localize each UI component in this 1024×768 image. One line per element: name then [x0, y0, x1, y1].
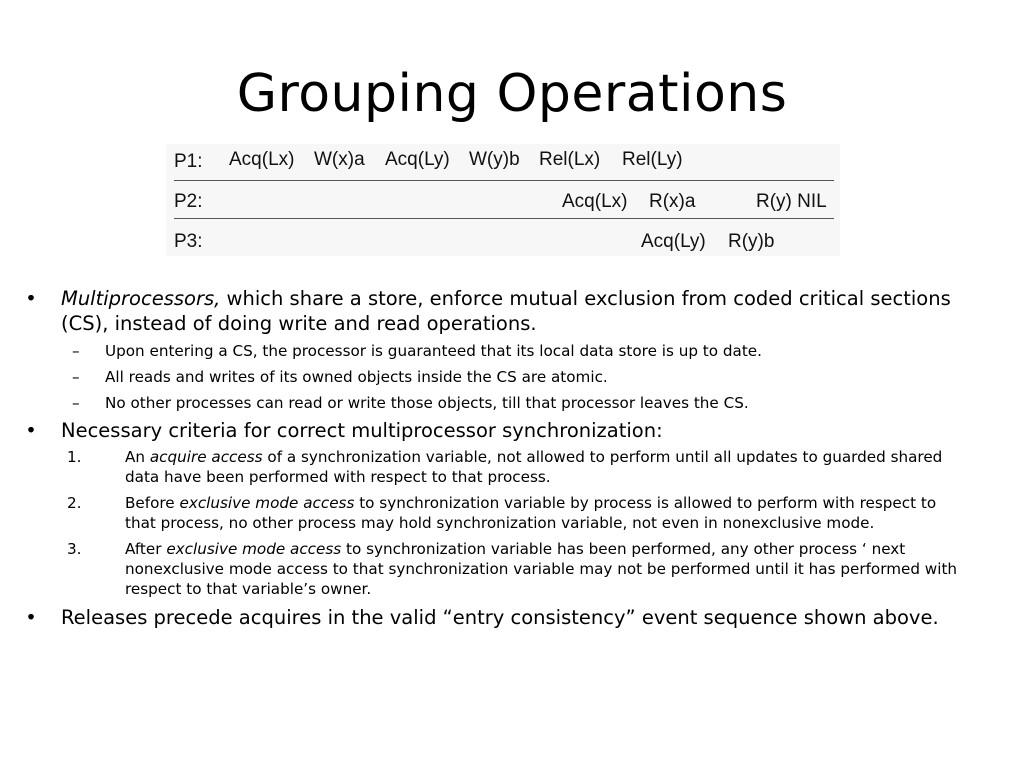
number-marker: 1. [67, 448, 82, 466]
numbered-item [67, 539, 960, 599]
number-marker: 3. [67, 540, 82, 558]
item-italic-term: acquire access [149, 448, 263, 466]
item-text: An [125, 448, 150, 466]
dash-marker: – [72, 394, 80, 412]
event: W(y)b [469, 149, 520, 170]
item-text: to synchronization variable has been performed, any other process ‘ next nonexclusive mode access to that synchronization variable may not be performed until it has performed with respect to that variable’s owner. [125, 540, 958, 598]
bullet-text: Necessary criteria for correct multiprocessor synchronization: [61, 419, 663, 442]
sub-bullet [72, 367, 955, 387]
row-label-p3: P3: [174, 231, 203, 252]
event: W(x)a [314, 149, 365, 170]
dash-marker: – [72, 342, 80, 360]
bullet-text: which share a store, enforce mutual exclusion from coded critical sections (CS), instead of doing write and read operations. [61, 287, 951, 335]
item-text: After [125, 540, 167, 558]
slide-title: Grouping Operations [236, 64, 788, 124]
event: Rel(Lx) [539, 149, 601, 170]
sub-bullet [72, 393, 955, 413]
event: Acq(Lx) [562, 191, 628, 212]
process-timeline-p2 [174, 218, 834, 219]
event: Rel(Ly) [622, 149, 683, 170]
item-italic-term: exclusive mode access [179, 494, 355, 512]
event-sequence-diagram [166, 144, 840, 256]
sub-bullet [72, 341, 955, 361]
event: R(y)b [728, 231, 775, 252]
slide-body [0, 286, 1024, 630]
bullet-text: Releases precede acquires in the valid “entry consistency” event sequence shown above. [61, 606, 939, 629]
row-label-p1: P1: [174, 151, 203, 172]
sub-bullet-text: Upon entering a CS, the processor is guaranteed that its local data store is up to date. [105, 342, 762, 360]
number-marker: 2. [67, 494, 82, 512]
item-text: of a synchronization variable, not allowed to perform until all updates to guarded shared data have been performed with respect to that process. [125, 448, 943, 486]
bullet-marker: • [25, 606, 37, 629]
numbered-item [67, 493, 960, 533]
event: Acq(Ly) [641, 231, 706, 252]
event: Acq(Lx) [229, 149, 295, 170]
sub-bullet-text: No other processes can read or write those objects, till that processor leaves the CS. [105, 394, 749, 412]
bullet-marker: • [25, 287, 37, 310]
sub-bullet-text: All reads and writes of its owned objects inside the CS are atomic. [105, 368, 608, 386]
process-timeline-p1 [174, 180, 834, 181]
event: R(y) NIL [756, 191, 827, 212]
item-text: Before [125, 494, 180, 512]
dash-marker: – [72, 368, 80, 386]
item-italic-term: exclusive mode access [166, 540, 342, 558]
item-text: to synchronization variable by process is allowed to perform with respect to that process, no other process may hold synchronization variable, not even in nonexclusive mode. [125, 494, 937, 532]
bullet-italic-term: Multiprocessors, [61, 287, 221, 310]
bullet-marker: • [25, 419, 37, 442]
event: R(x)a [649, 191, 696, 212]
bullet-criteria [25, 418, 951, 443]
numbered-item [67, 447, 960, 487]
bullet-multiprocessors [25, 286, 951, 336]
bullet-releases [25, 605, 951, 630]
row-label-p2: P2: [174, 191, 203, 212]
event: Acq(Ly) [385, 149, 450, 170]
